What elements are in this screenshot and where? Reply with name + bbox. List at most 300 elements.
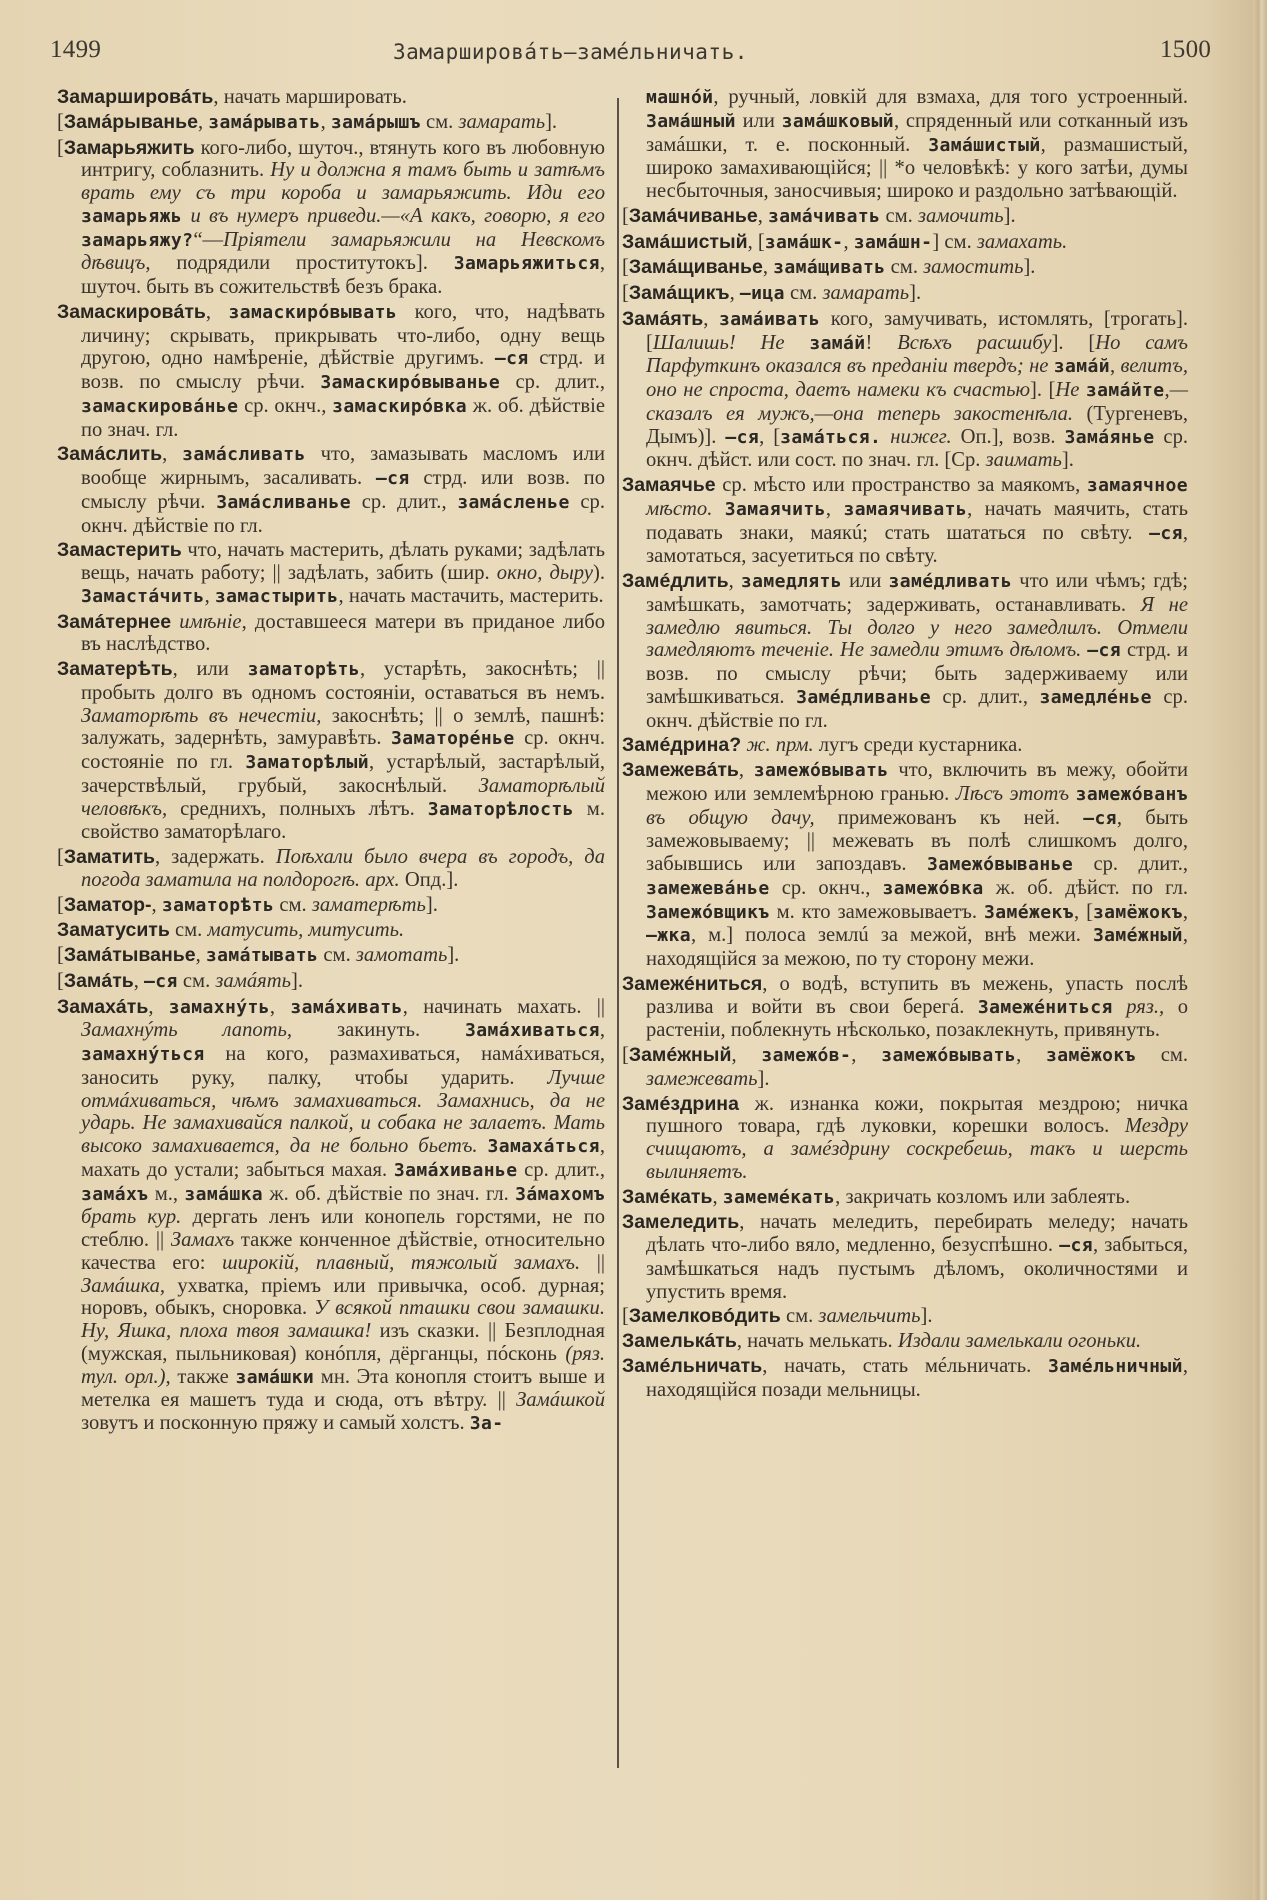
definition-text: , начинать махать. || (402, 995, 606, 1018)
definition-text: , (731, 1044, 762, 1066)
definition-text: см. (784, 282, 823, 304)
derived-form: Замаячить (724, 498, 826, 520)
dictionary-entry (622, 1186, 1188, 1210)
derived-form: Замахáться (487, 1136, 600, 1157)
definition-text: ] см. (932, 230, 977, 253)
definition-text: кого, что, надѣвать личину; скрывать, прикрывать что-либо, одну вещь другою, одно намѣреніе, дѣйствіе другимъ. (81, 300, 606, 370)
definition-text: ср. длит., (500, 371, 605, 393)
definition-text: ж. изнанка кожи, покрытая мездрою; ничка пушного товара, гдѣ луковки, корешки волосъ. (646, 1092, 1188, 1138)
dictionary-entry (622, 570, 1188, 732)
definition-text: , (1016, 1044, 1046, 1066)
derived-form: —ся (1059, 1235, 1093, 1256)
definition-text: лугъ среди кустарника. (813, 734, 1023, 757)
definition-text: подрядили проститутокъ]. (150, 252, 454, 275)
headword: Замежéниться (622, 972, 763, 995)
headword: Замастерить (57, 539, 182, 562)
derived-form: замежевáнье (646, 877, 770, 899)
derived-form: замáшк- (764, 231, 844, 253)
example-text: и въ нумеръ приведи.—«А какъ, говорю, я его (190, 204, 605, 227)
derived-form: Замарьяжиться (453, 253, 600, 275)
headword: Заматерѣть (57, 658, 173, 680)
dictionary-entry (57, 970, 605, 994)
right-column (622, 86, 1188, 1403)
definition-text: , начать мастачить, мастерить. (338, 584, 604, 607)
derived-form: замáхъ (81, 1183, 149, 1205)
definition-text: что, замазывать масломъ или вообще жирнымъ, засаливать. (81, 443, 605, 489)
definition-text: , (269, 995, 291, 1018)
headword: Замáчиванье (628, 204, 758, 227)
definition-text: ). (592, 562, 605, 584)
definition-text: , (148, 995, 169, 1018)
definition-text: [ (57, 846, 64, 868)
definition-text: , (1109, 355, 1121, 378)
headword: Замаршировáть (57, 86, 214, 108)
definition-text: кого-либо, шуточ., втянуть кого въ любовную интригу, соблазнить. (81, 136, 605, 182)
example-text: Замахнýть лапоть, (81, 1019, 293, 1042)
definition-text: ]. (1061, 449, 1074, 472)
definition-text: , устарѣть, закоснѣть; || пробыть долго въ одномъ состояніи, оставаться въ немъ. (81, 658, 605, 704)
derived-form: —ся (375, 468, 410, 489)
definition-text: , (728, 570, 741, 592)
headword: Замáслить (57, 443, 163, 466)
dictionary-entry (57, 443, 605, 537)
headword: Замéдрина? (622, 734, 742, 757)
definition-text: , начать меледить, перебирать меледу; начать дѣлать что-либо вяло, медленно, безуспѣшно. (646, 1211, 1188, 1256)
page-number-right: 1500 (1160, 36, 1212, 63)
example-text: имѣніе (179, 610, 242, 633)
definition-text: , (843, 230, 854, 253)
definition-text: , м.] полоса землú за межой, внѣ межи. (690, 924, 1093, 947)
example-text: Заматорѣлый человѣкъ, (81, 774, 605, 820)
derived-form: замáрывать (208, 111, 321, 133)
derived-form: замежóвка (882, 877, 984, 899)
dictionary-entry (57, 86, 605, 109)
definition-text: , или (172, 658, 248, 680)
example-text: замочить (917, 204, 1004, 227)
definition-text: , начать маячить, стать подавать знаки, маякú; стать шататься по свѣту. (646, 497, 1188, 544)
definition-text: о растеніи, поблекнуть нѣсколько, позаклекнуть, привянуть. (646, 995, 1188, 1042)
headword: Замéкать (622, 1185, 713, 1208)
definition-text: ухватка, пріемъ или привычка, особ. дурная; норовъ, обыкъ, сноровка. (81, 1274, 605, 1320)
dictionary-entry (622, 205, 1188, 229)
definition-text: ср. длит., (351, 490, 458, 513)
derived-form: замедлять (740, 571, 843, 592)
derived-form: Зáмахомъ (515, 1183, 605, 1205)
derived-form: Замáхиванье (393, 1159, 518, 1181)
headword: Замеледить (622, 1211, 740, 1234)
definition-text: , начать, стать мéльничать. (762, 1354, 1048, 1377)
definition-text: ]. (920, 1305, 933, 1328)
derived-form: Замáшистый (928, 134, 1041, 156)
headword: Заматусить (57, 919, 170, 942)
definition-text: , [ (1073, 900, 1093, 923)
definition-text: , [ (747, 230, 765, 253)
derived-form: Замáсливанье (216, 491, 352, 513)
definition-text: м. кто замежовываетъ. (769, 900, 985, 923)
example-text: окно, дыру (496, 562, 593, 584)
derived-form: замёжокъ (1046, 1045, 1136, 1066)
definition-text: , ручный, ловкій для взмаха, для того устроенный. (713, 86, 1188, 108)
definition-text: м., (148, 1182, 185, 1205)
derived-form: замаячивать (843, 498, 968, 520)
derived-form: Замéдливанье (796, 686, 931, 708)
headword: Заматить (63, 846, 156, 868)
definition-text: , (703, 307, 719, 330)
definition-text: см. (885, 256, 924, 279)
definition-text: , (599, 1019, 605, 1042)
headword: Замелковóдить (628, 1305, 781, 1328)
definition-text: ]. (425, 893, 438, 916)
dictionary-entry (622, 474, 1188, 568)
definition-text: , устарѣлый, застарѣлый, зачерствѣлый, грубый, закоснѣлый. (81, 751, 606, 797)
definition-text: примежованъ къ ней. (814, 806, 1084, 829)
example-text: замотать (355, 944, 448, 966)
derived-form: замáхивать (290, 996, 403, 1018)
dictionary-entry (622, 734, 1188, 757)
headword: Замáрыванье (63, 110, 198, 133)
headword: Замéдлить (622, 570, 729, 592)
definition-text: ср. окнч., (769, 876, 883, 899)
definition-text: ср. окнч. дѣйст. или сост. по знач. гл. [Ср. (646, 425, 1189, 472)
definition-text: ж. об. дѣйствіе по знач. гл. (81, 394, 605, 441)
dictionary-entry (622, 1044, 1188, 1091)
derived-form: замáрышъ (330, 111, 421, 133)
definition-text: , забыться, замѣшкаться надъ пустымъ дѣломъ, околичностями и упустить время. (646, 1234, 1189, 1303)
definition-text: , размашистый, широко замахивающійся; || *о человѣкѣ: у кого затѣи, думы несбыточныя, заносчивыя; широко и раздольно затѣвающій. (646, 133, 1188, 202)
dictionary-entry (57, 539, 605, 608)
definition-text: [ (622, 1305, 629, 1328)
example-text: Лѣсъ этотъ (955, 782, 1070, 805)
derived-form: —ся (1149, 522, 1183, 544)
definition-text: или (842, 570, 889, 592)
derived-form: За- (469, 1413, 504, 1434)
dictionary-entry (622, 1355, 1188, 1402)
example-text: Замáшкой (516, 1389, 605, 1412)
example-text: Пріятели замарьяжили на Невскомъ дѣвицъ, (81, 228, 605, 275)
derived-form: Заматорѣлость (427, 798, 574, 820)
dictionary-entry (622, 86, 1188, 203)
dictionary-entry (622, 759, 1188, 971)
example-text: Заматорѣть въ нечестіи, (81, 704, 322, 727)
example-text: замежевать (646, 1067, 758, 1090)
definition-text: , (205, 300, 229, 323)
definition-text: [ (57, 969, 64, 992)
dictionary-entry (622, 231, 1188, 255)
derived-form: замарьяжь (81, 205, 183, 227)
example-text: замарать (822, 282, 910, 304)
headword: Замáщикъ (628, 282, 730, 304)
example-text: Лучше отмáхиваться, чѣмъ замахиваться. Замахнись, да не ударь. Не замахивайся палкой, и собака не залаетъ. Мать высоко замахивается, да не больно бьетъ. (81, 1066, 605, 1157)
definition-text: Оп.], возв. (951, 425, 1065, 448)
definition-text: стрд. или возв. по смыслу рѣчи. (81, 467, 605, 513)
derived-form: замаскировáнье (81, 395, 239, 417)
example-text: Не (1055, 379, 1080, 401)
column-divider (617, 98, 619, 1768)
headword: Замахáть (57, 995, 149, 1018)
derived-form: замáсленье (457, 491, 570, 513)
derived-form: —ся (144, 970, 178, 992)
headword: Заматор- (63, 893, 152, 916)
definition-text: , (825, 497, 844, 520)
headword: Замáять (622, 307, 704, 330)
definition-text: , (197, 110, 209, 133)
headword: Замелькáть (622, 1330, 737, 1352)
definition-text: [ (622, 282, 629, 304)
derived-form: —ся (725, 426, 760, 448)
headword: Замежевáть (622, 759, 739, 781)
derived-form: замаячное (1086, 475, 1188, 496)
derived-form: замáщивать (773, 257, 886, 279)
definition-text: ср. окнч. дѣйствіе по гл. (646, 685, 1189, 732)
definition-text: [ (57, 136, 64, 159)
definition-text: [ (57, 893, 64, 916)
derived-form: —ица (739, 283, 785, 304)
definition-text: ]. (545, 110, 558, 133)
definition-text: также (170, 1365, 236, 1388)
example-text: замельчить (818, 1305, 921, 1328)
example-text: велитъ, оно не спроста, даетъ намеки къ счастью (646, 355, 1188, 401)
derived-form: заматорѣть (161, 894, 275, 916)
definition-text: , (162, 443, 183, 466)
definition-text: , закричать козломъ или заблеять. (835, 1185, 1131, 1208)
definition-text: , махать до устали; забыться махая. (81, 1135, 605, 1181)
definition-text: , (1182, 900, 1188, 923)
dictionary-entry (622, 1093, 1188, 1184)
example-text: Издали замелькали огоньки. (897, 1330, 1142, 1352)
dictionary-entry (622, 1330, 1188, 1353)
headword: Замарьяжить (63, 136, 195, 159)
definition-text: , доставшееся матери въ приданое либо въ наслѣдство. (81, 610, 605, 656)
definition-text: кого, замучивать, истомлять, [трогать]. [ (646, 307, 1188, 354)
example-text: широкій, плавный, тяжолый замахъ. (222, 1251, 581, 1274)
example-text: Замахъ (170, 1229, 235, 1251)
derived-form: замарьяжу? (81, 229, 194, 251)
definition-text: среднихъ, полныхъ лѣтъ. (167, 797, 428, 820)
derived-form: Замежóвщикъ (646, 901, 770, 923)
example-text: брать кур. (81, 1206, 182, 1229)
derived-form: замáтывать (205, 945, 319, 966)
example-text: Замáшка, (81, 1274, 166, 1297)
headword: Замаячье (622, 474, 716, 496)
derived-form: замежóвывать (753, 760, 889, 781)
headword: Замаскировáть (57, 300, 206, 323)
definition-text: ]. (1023, 256, 1036, 279)
derived-form: замастырить (214, 585, 339, 607)
definition-text: , (133, 969, 145, 992)
definition-text: что, начать мастерить, дѣлать руками; задѣлать вещь, начать работу; || задѣлать, забить (шир. (81, 539, 605, 584)
derived-form: замежóв- (761, 1045, 852, 1066)
dictionary-entry (57, 846, 605, 892)
definition-text: , (738, 759, 754, 781)
running-header-title: Замаршировáть—замéльничать. (393, 40, 748, 64)
derived-form: замежóвывать (881, 1045, 1017, 1066)
example-text: (ряз. тул. орл.), (81, 1342, 605, 1388)
definition-text: ж. об. дѣйствіе по знач. гл. (263, 1182, 516, 1205)
derived-form: замáй (809, 332, 866, 354)
page-edge (1253, 0, 1267, 1900)
definition-text (785, 332, 810, 354)
definition-text: см. (1135, 1044, 1189, 1066)
definition-text: ! (865, 331, 898, 354)
definition-text: зовутъ и посконную пряжу и самый холстъ. (81, 1412, 470, 1434)
derived-form: замáться. (780, 426, 882, 448)
definition-text (712, 498, 724, 520)
definition-text: ]. (447, 944, 460, 966)
example-text: замарать (458, 110, 546, 133)
headword: Замéздрина (622, 1092, 739, 1115)
definition-text: [ (622, 1044, 629, 1066)
page-number-left: 1499 (50, 36, 102, 63)
definition-text: м. свойство заматорѣлаго. (81, 797, 605, 844)
dictionary-entry (622, 1211, 1188, 1303)
definition-text: ]. [ (1029, 379, 1056, 401)
example-text: ряз., (1126, 995, 1165, 1018)
definition-text: или (735, 109, 782, 132)
headword: Замáть (63, 969, 134, 992)
definition-text: , о водѣ, вступить въ межень, упасть послѣ разлива и войти въ свои берегá. (646, 972, 1188, 1018)
definition-text: [ (57, 944, 64, 966)
derived-form: замáшки (235, 1366, 315, 1388)
derived-form: замáчивать (767, 205, 881, 227)
example-text: замахать. (976, 230, 1068, 253)
example-text: въ общую дачу, (646, 806, 815, 829)
derived-form: —ся (1087, 640, 1122, 662)
derived-form: Замéжный (1092, 925, 1183, 947)
definition-text: изъ сказки. || Безплодная (мужская, пыльниковая) конóпля, дёрганцы, пóсконь (81, 1320, 606, 1365)
derived-form: Замежóвыванье (926, 854, 1074, 875)
headword: Замáшистый (622, 230, 748, 253)
definition-text: , (204, 584, 215, 607)
definition-text: , (762, 256, 774, 279)
definition-text: , начать маршировать. (213, 86, 407, 108)
example-text: Всѣхъ расшибу (897, 331, 1052, 354)
definition-text: (Тургеневъ, Дымъ)]. (646, 402, 1189, 448)
derived-form: —ся (494, 348, 529, 370)
definition-text: , находящійся позади мельницы. (646, 1354, 1188, 1401)
dictionary-entry (57, 996, 605, 1436)
example-text: Я не замедлю явиться. Ты долго у него замедлилъ. Отмели замедляютъ теченіе. Не замедли этимъ дѣломъ. (646, 593, 1188, 662)
definition-text: ср. длит., (1073, 853, 1189, 875)
definition-text: [ (622, 204, 629, 227)
derived-form: замедлéнье (1039, 686, 1152, 708)
definition-text: см. (318, 944, 356, 966)
definition-text: см. (274, 893, 312, 916)
derived-form: замáйте (1085, 380, 1165, 401)
headword: Замáтернее (57, 610, 172, 633)
example-text: заимать (985, 449, 1062, 472)
definition-text: мн. Эта конопля стоитъ выше и метелка ея машетъ туда и сюда, отъ вѣтру. || (81, 1365, 605, 1412)
definition-text: см. (780, 1305, 819, 1328)
derived-form: замаскирóвывать (228, 301, 398, 323)
derived-form: замáивать (719, 308, 821, 330)
definition-text: стрд. и возв. по смыслу рѣчи. (81, 347, 605, 393)
dictionary-entry (57, 301, 605, 442)
derived-form: замёжокъ (1092, 901, 1183, 923)
definition-text: [ (622, 256, 629, 279)
derived-form: замаскирóвка (332, 395, 468, 417)
definition-text: , задержать. (155, 846, 276, 868)
definition-text: ж. об. дѣйст. по гл. (983, 876, 1188, 899)
example-text: заматерѣть (311, 893, 426, 916)
example-text: Поѣхали было вчера въ городъ, да погода заматила на полдорогѣ. арх. (81, 846, 605, 891)
derived-form: Заматорѣлый (245, 752, 369, 773)
definition-text: см. (880, 204, 918, 227)
headword: Замáтыванье (63, 944, 196, 966)
dictionary-entry (622, 973, 1188, 1042)
definition-text: закоснѣть; || о землѣ, пашнѣ: залужать, задернѣть, замуравѣть. (81, 704, 605, 750)
definition-text: , замотаться, засуетиться по свѣту. (646, 521, 1188, 568)
definition-text: дергать ленъ или конопель горстями, не по стеблю. || (81, 1206, 606, 1251)
derived-form: заматорѣть (247, 659, 360, 680)
definition-text: ]. (909, 282, 922, 304)
derived-form: замежóванъ (1075, 783, 1188, 805)
definition-text: ср. длит., (930, 685, 1040, 708)
definition-text: что, включить въ межу, обойти межою или землемѣрною гранью. (646, 759, 1189, 805)
definition-text: “— (193, 228, 224, 251)
headword: Замéжный (628, 1044, 732, 1066)
example-text: замостить (923, 256, 1024, 279)
example-text: Мездру счищаютъ, а замéздрину соскребешь, такъ и шерсть вылиняетъ. (646, 1115, 1188, 1183)
example-text: нижег. (890, 425, 952, 448)
definition-text (1113, 996, 1127, 1018)
example-text: ж. прм. (746, 734, 814, 757)
definition-text: также конченное дѣйствіе, относительно качества его: (81, 1229, 605, 1274)
example-text: Но самъ Парфуткинъ оказался въ преданіи твердъ; не (646, 331, 1188, 378)
derived-form: Замаскирóвыванье (320, 372, 501, 393)
definition-text: , (757, 204, 768, 227)
definition-text: на кого, размахиваться, намáхиваться, заносить руку, палку, чтобы ударить. (81, 1043, 605, 1089)
definition-text: , (729, 282, 740, 304)
definition-text: , спряденный или сотканный изъ замáшки, т. е. посконный. (646, 109, 1188, 156)
definition-text: || (580, 1251, 605, 1274)
example-text: Ну и должна я тамъ быть и затѣмъ врать ему съ три короба и замарьяжить. Иди его (81, 159, 605, 204)
definition-text: ср. окнч. дѣйствіе по гл. (81, 490, 605, 537)
derived-form: замахнýть (168, 996, 270, 1018)
derived-form: Замéжекъ (984, 901, 1074, 923)
headword: Замéльничать (622, 1354, 763, 1377)
definition-text: , шуточ. быть въ сожительствѣ безъ брака. (81, 252, 605, 298)
example-text: У всякой пташки свои замашки. Ну, Яшка, плоха твоя замашка! (81, 1297, 606, 1342)
example-text: замáять (215, 969, 291, 992)
definition-text: , (712, 1185, 723, 1208)
definition-text: см. (420, 110, 459, 133)
definition-text: , (195, 944, 206, 966)
definition-text: см. (169, 919, 208, 942)
derived-form: замахнýться (81, 1044, 205, 1065)
derived-form: Заматорéнье (391, 728, 515, 750)
definition-text: , (1164, 379, 1170, 401)
derived-form: замéдливать (888, 571, 1013, 592)
derived-form: Замежéниться (977, 996, 1113, 1018)
definition-text: , (851, 1044, 882, 1066)
definition-text: ]. (1003, 204, 1016, 227)
definition-text: ср. мѣсто или пространство за маякомъ, (715, 474, 1087, 496)
definition-text: стрд. и возв. по смыслу рѣчи; быть задерживаему или замѣшкиваться. (646, 639, 1188, 708)
definition-text: , начать мелькать. (736, 1330, 898, 1352)
definition-text: ср. окнч. состояніе по гл. (81, 727, 605, 773)
dictionary-entry (57, 894, 605, 918)
definition-text: закинуть. (292, 1019, 465, 1042)
derived-form: замáшка (184, 1183, 264, 1205)
dictionary-entry (57, 919, 605, 942)
definition-text: , [ (759, 425, 781, 448)
definition-text: ]. (290, 969, 303, 992)
dictionary-entry (57, 137, 605, 299)
example-text: мѣсто. (646, 497, 713, 520)
derived-form: замáшковый (781, 110, 894, 132)
derived-form: Замéльничный (1048, 1355, 1183, 1377)
derived-form: Замáхиваться (465, 1020, 600, 1042)
